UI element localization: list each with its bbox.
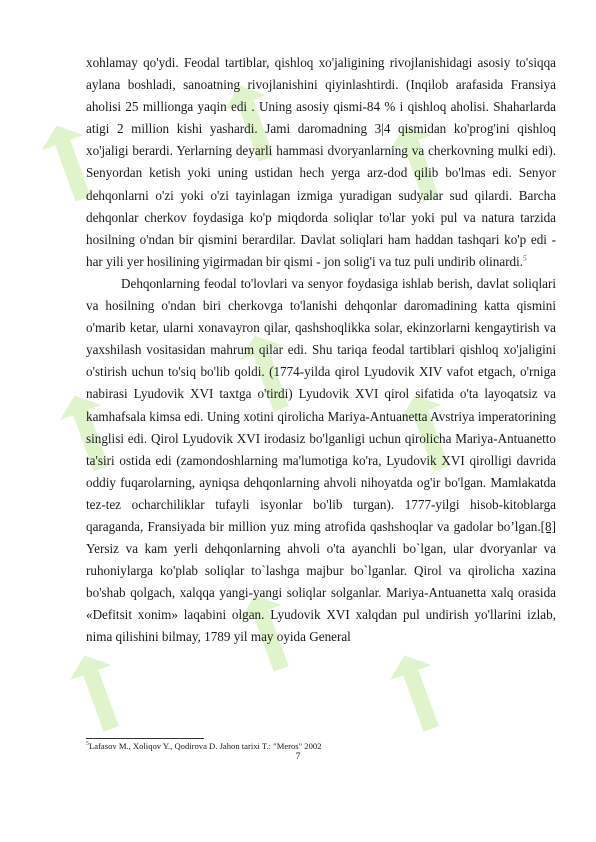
paragraph-2-text-a: Dehqonlarning feodal to'lovlari va senyor foydasiga ishlab berish, davlat soliqlari va hosilning o'ndan biri cherkovga to'lanishi dehqonlar daromadining katta qismini o'marib ketar, ularni xonavayron qilar, qashshoqlikka solar, ekinzorlarni kengaytirish va yaxshilash vositasidan mahrum qilar edi. Shu tariqa feodal tartiblari qishloq xo'jaligini o'stirish uchun to'siq bo'lib qoldi. (1774-yilda qirol Lyudovik XIV vafot etgach, o'rniga nabirasi Lyudovik XVI taxtga o'tirdi) Lyudovik XVI qirol sifatida o'ta layoqatsiz va kamhafsala kimsa edi. Uning xotini qirolicha Mariya-Antuanetta Avstriya imperatorining singlisi edi. Qirol Lyudovik XVI irodasiz bo'lganligi uchun qirolicha Mariya-Antuanetto ta'siri ostida edi (zamondoshlarning ma'lumotiga ko'ra, Lyudovik XVI qirolligi davrida oddiy fuqarolarning, ayniqsa dehqonlarning ahvoli nihoyatda og'ir bo'lgan. Mamlakatda tez-tez ocharchiliklar tufayli isyonlar bo'lib turgan). 1777-yilgi hisob-kitoblarga qaraganda, Fransiyada bir million yuz ming atrofida qashshoqlar va gadolar bo’lgan. [86,275,556,534]
footnote-marker[interactable]: 5 [523,254,527,263]
paragraph-2 [86,273,556,649]
footnote-text: Lafasov M., Xoliqov Y., Qodirova D. Jahon tarixi T.: "Meros" 2002 [89,741,322,751]
footnote-number: 5 [86,741,89,748]
paragraph-2-text-b: Yersiz va kam yerli dehqonlarning ahvoli o'ta ayanchli bo`lgan, ular dvoryanlar va ruhoniylarga ko'plab soliqlar to`lashga majbur bo`lganlar. Qirol va qirolicha xazina bo'shab qolgach, xalqqa yangi-yangi soliqlar solganlar. Mariya-Antuanetta xalq orasida «Defitsit xonim» laqabini olgan. Lyudovik XVI xalqdan pul undirish yo'llarini izlab, nima qilishini bilmay, 1789 yil may oyida General [86,541,556,645]
page-number: 7 [295,752,301,762]
page-body [86,52,556,649]
paragraph-1 [86,52,556,273]
footnote [86,741,556,752]
paragraph-1-text: xohlamay qo'ydi. Feodal tartiblar, qishloq xo'jaligining rivojlanishidagi asosiy to'siqqa aylana boshladi, sanoatning rivojlanishini qiyinlashtirdi. (Inqilob arafasida Fransiya aholisi 25 millionga yaqin edi . Uning asosiy qismi-84 % i qishloq aholisi. Shaharlarda atigi 2 million kishi yashardi. Jami daromadning 3|4 qismidan ko'prog'ini qishloq xo'jaligi berardi. Yerlarning deyarli hammasi dvoryanlarning va cherkovning mulki edi). Senyordan ketish yoki uning ustidan hech yerga arz-dod qilib bo'lmas edi. Senyor dehqonlarni o'zi yoki o'zi tayinlagan izmiga yuradigan sudyalar sud qilardi. Barcha dehqonlar cherkov foydasiga ko'p miqdorda soliqlar to'lar yoki pul va natura tarzida hosilning o'ndan bir qismini berardilar. Davlat soliqlari ham haddan tashqari ko'p edi - har yili yer hosilining yigirmadan bir qismi - jon solig'i va tuz puli undirib olinardi. [86,55,556,269]
footnote-separator [86,738,204,739]
reference-link[interactable]: [8] [540,518,556,534]
